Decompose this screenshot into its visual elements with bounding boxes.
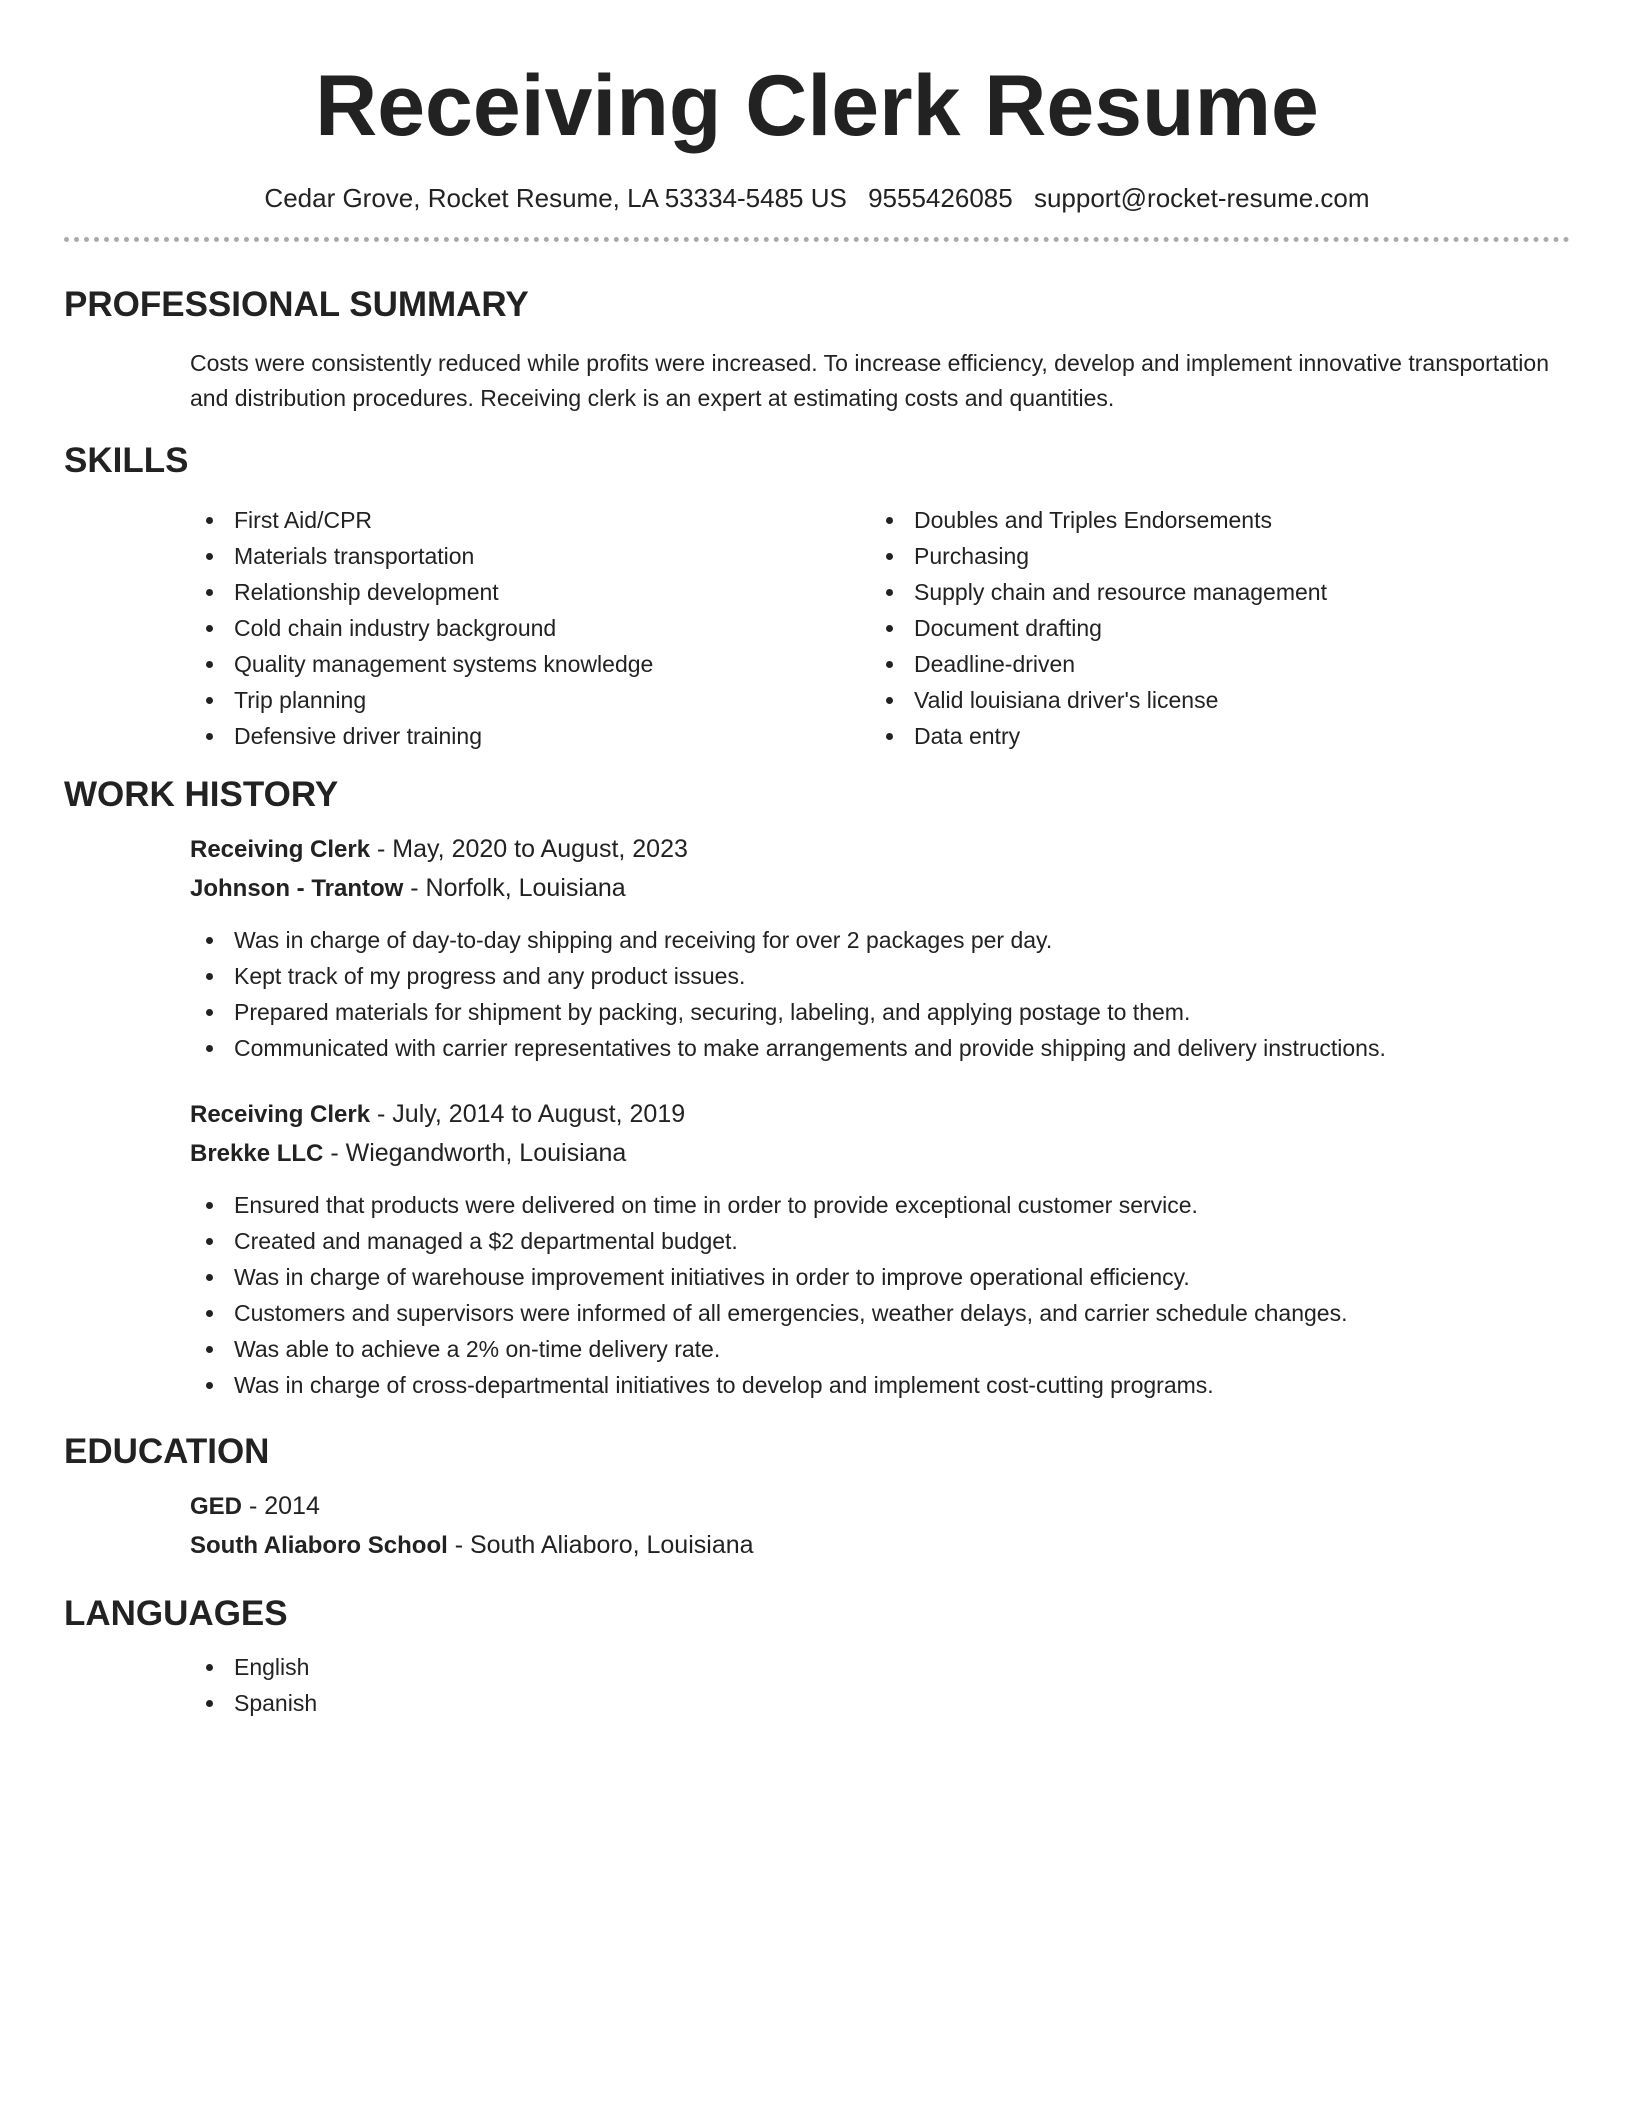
job-duty: Prepared materials for shipment by packing, securing, labeling, and applying postage to them. [190, 994, 1570, 1030]
contact-line [64, 182, 1570, 214]
language-item: Spanish [190, 1685, 1570, 1721]
skill-item: First Aid/CPR [190, 502, 870, 538]
skill-item: Doubles and Triples Endorsements [870, 502, 1550, 538]
skill-item: Trip planning [190, 682, 870, 718]
skills-section [64, 502, 1570, 754]
language-item: English [190, 1649, 1570, 1685]
job-duty: Was in charge of day-to-day shipping and receiving for over 2 packages per day. [190, 922, 1570, 958]
summary-section [64, 346, 1570, 416]
skill-item: Data entry [870, 718, 1550, 754]
skill-item: Cold chain industry background [190, 610, 870, 646]
job-duty: Was able to achieve a 2% on-time delivery rate. [190, 1331, 1570, 1367]
skill-item: Supply chain and resource management [870, 574, 1550, 610]
job-location: - Norfolk, Louisiana [403, 874, 626, 902]
skill-item: Document drafting [870, 610, 1550, 646]
skills-left-column [190, 502, 870, 754]
job-company: Brekke LLC [190, 1140, 324, 1167]
skill-item: Relationship development [190, 574, 870, 610]
job-company: Johnson - Trantow [190, 875, 404, 902]
job-duties [190, 922, 1570, 1066]
job-duty: Kept track of my progress and any product issues. [190, 958, 1570, 994]
job-dates: - May, 2020 to August, 2023 [370, 835, 688, 863]
contact-phone[interactable]: 9555426085 [868, 183, 1013, 213]
job-duty: Created and managed a $2 departmental budget. [190, 1223, 1570, 1259]
education-school: South Aliaboro School [190, 1532, 448, 1559]
education-heading: EDUCATION [64, 1432, 270, 1471]
skills-heading: SKILLS [64, 441, 189, 480]
contact-address: Cedar Grove, Rocket Resume, LA 53334-5485 US [264, 183, 847, 213]
education-school-line [190, 1526, 1570, 1565]
job-title: Receiving Clerk [190, 836, 371, 863]
skill-item: Purchasing [870, 538, 1550, 574]
job-duties [190, 1187, 1570, 1403]
education-year: - 2014 [242, 1492, 320, 1520]
resume-page [64, 0, 1570, 1721]
job-location: - Wiegandworth, Louisiana [323, 1139, 627, 1167]
skill-item: Quality management systems knowledge [190, 646, 870, 682]
resume-title: Receiving Clerk Resume [315, 58, 1319, 154]
job-duty: Was in charge of cross-departmental initiatives to develop and implement cost-cutting programs. [190, 1367, 1570, 1403]
job-dates: - July, 2014 to August, 2019 [370, 1100, 686, 1128]
education-location: - South Aliaboro, Louisiana [447, 1531, 754, 1559]
skills-right-list [870, 502, 1550, 754]
job-company-line [190, 869, 1570, 908]
job-entry [190, 1095, 1570, 1403]
header-divider [64, 237, 1570, 242]
job-title-line [190, 1095, 1570, 1134]
education-section [64, 1487, 1570, 1565]
job-title-line [190, 830, 1570, 869]
education-degree: GED [190, 1493, 243, 1520]
job-duty: Customers and supervisors were informed of all emergencies, weather delays, and carrier schedule changes. [190, 1295, 1570, 1331]
contact-email[interactable]: support@rocket-resume.com [1033, 183, 1370, 213]
job-duty: Ensured that products were delivered on time in order to provide exceptional customer service. [190, 1187, 1570, 1223]
summary-heading: PROFESSIONAL SUMMARY [64, 285, 529, 324]
skill-item: Defensive driver training [190, 718, 870, 754]
work-section [64, 830, 1570, 1403]
job-company-line [190, 1134, 1570, 1173]
education-degree-line [190, 1487, 1570, 1526]
skill-item: Materials transportation [190, 538, 870, 574]
skills-left-list [190, 502, 870, 754]
skill-item: Deadline-driven [870, 646, 1550, 682]
job-entry [190, 830, 1570, 1066]
languages-section [64, 1649, 1570, 1721]
job-duty: Communicated with carrier representatives to make arrangements and provide shipping and delivery instructions. [190, 1030, 1570, 1066]
skills-right-column [870, 502, 1550, 754]
skill-item: Valid louisiana driver's license [870, 682, 1550, 718]
languages-heading: LANGUAGES [64, 1594, 288, 1633]
job-duty: Was in charge of warehouse improvement initiatives in order to improve operational efficiency. [190, 1259, 1570, 1295]
work-heading: WORK HISTORY [64, 775, 339, 814]
languages-list [190, 1649, 1570, 1721]
summary-text: Costs were consistently reduced while profits were increased. To increase efficiency, develop and implement innovative transportation and distribution procedures. Receiving clerk is an expert at estimating costs and quantities. [190, 350, 1549, 411]
job-title: Receiving Clerk [190, 1101, 371, 1128]
